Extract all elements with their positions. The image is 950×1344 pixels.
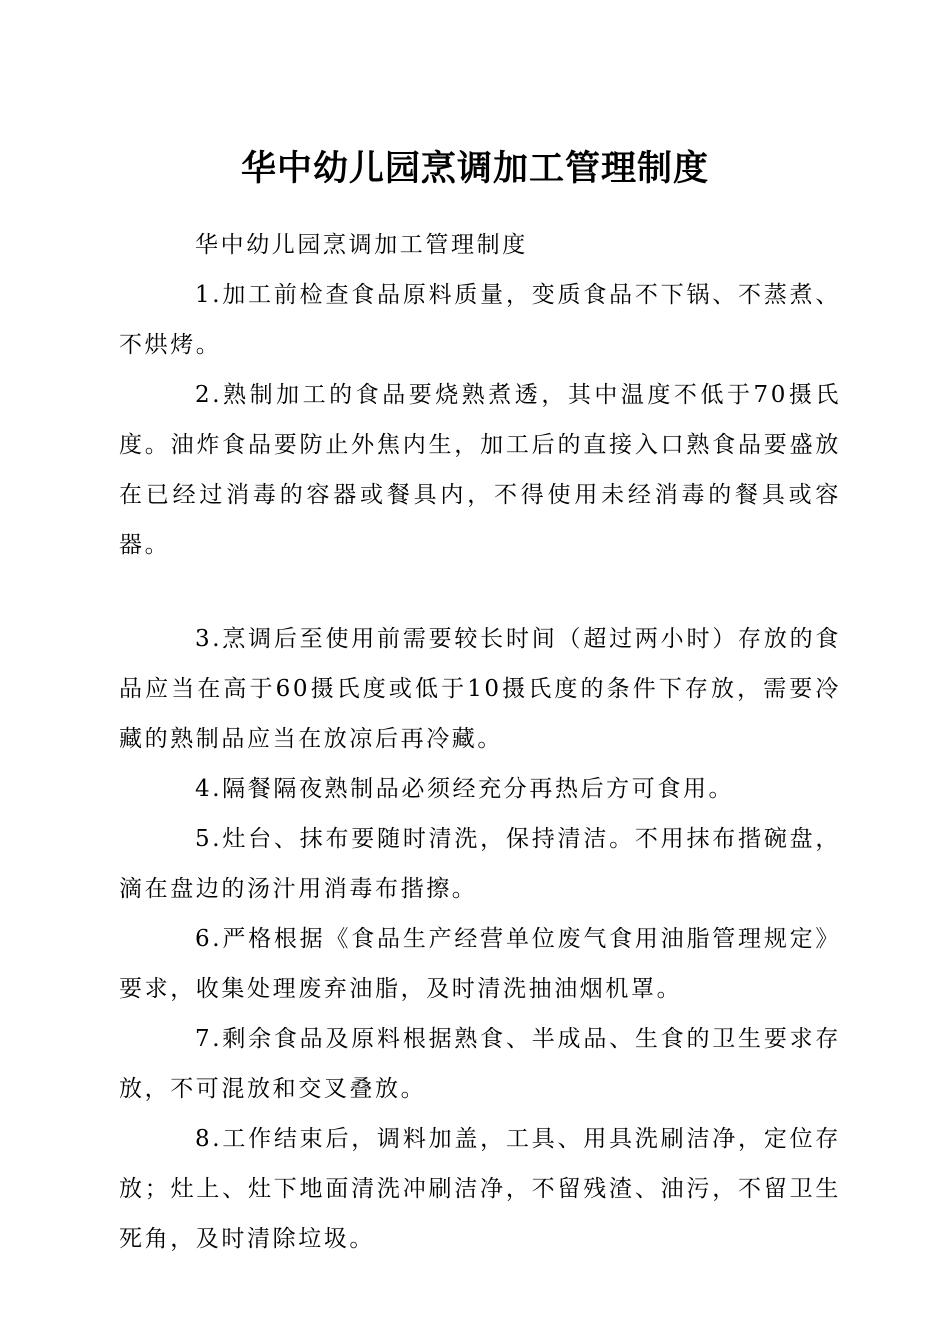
- rule-paragraph-6: 6.严格根据《食品生产经营单位废气食用油脂管理规定》要求，收集处理废弃油脂，及时清洗抽油烟机罩。: [119, 926, 841, 1002]
- document-body: [119, 220, 841, 1264]
- rule-paragraph-7: 7.剩余食品及原料根据熟食、半成品、生食的卫生要求存放，不可混放和交叉叠放。: [119, 1026, 841, 1102]
- rule-paragraph-5: 5.灶台、抹布要随时清洗，保持清洁。不用抹布揩碗盘，滴在盘边的汤汁用消毒布揩擦。: [119, 826, 841, 902]
- document-title: 华中幼儿园烹调加工管理制度: [240, 148, 709, 189]
- document-subtitle: 华中幼儿园烹调加工管理制度: [195, 232, 528, 258]
- rule-paragraph-2: 2.熟制加工的食品要烧熟煮透，其中温度不低于70摄氏度。油炸食品要防止外焦内生，加工后的直接入口熟食品要盛放在已经过消毒的容器或餐具内，不得使用未经消毒的餐具或容器。: [119, 382, 841, 558]
- rule-paragraph-1: 1.加工前检查食品原料质量，变质食品不下锅、不蒸煮、不烘烤。: [119, 282, 841, 358]
- rule-paragraph-8: 8.工作结束后，调料加盖，工具、用具洗刷洁净，定位存放；灶上、灶下地面清洗冲刷洁净，不留残渣、油污，不留卫生死角，及时清除垃圾。: [119, 1126, 841, 1252]
- rule-paragraph-4: 4.隔餐隔夜熟制品必须经充分再热后方可食用。: [195, 776, 735, 802]
- rule-paragraph-3: 3.烹调后至使用前需要较长时间（超过两小时）存放的食品应当在高于60摄氏度或低于10摄氏度的条件下存放，需要冷藏的熟制品应当在放凉后再冷藏。: [119, 626, 841, 752]
